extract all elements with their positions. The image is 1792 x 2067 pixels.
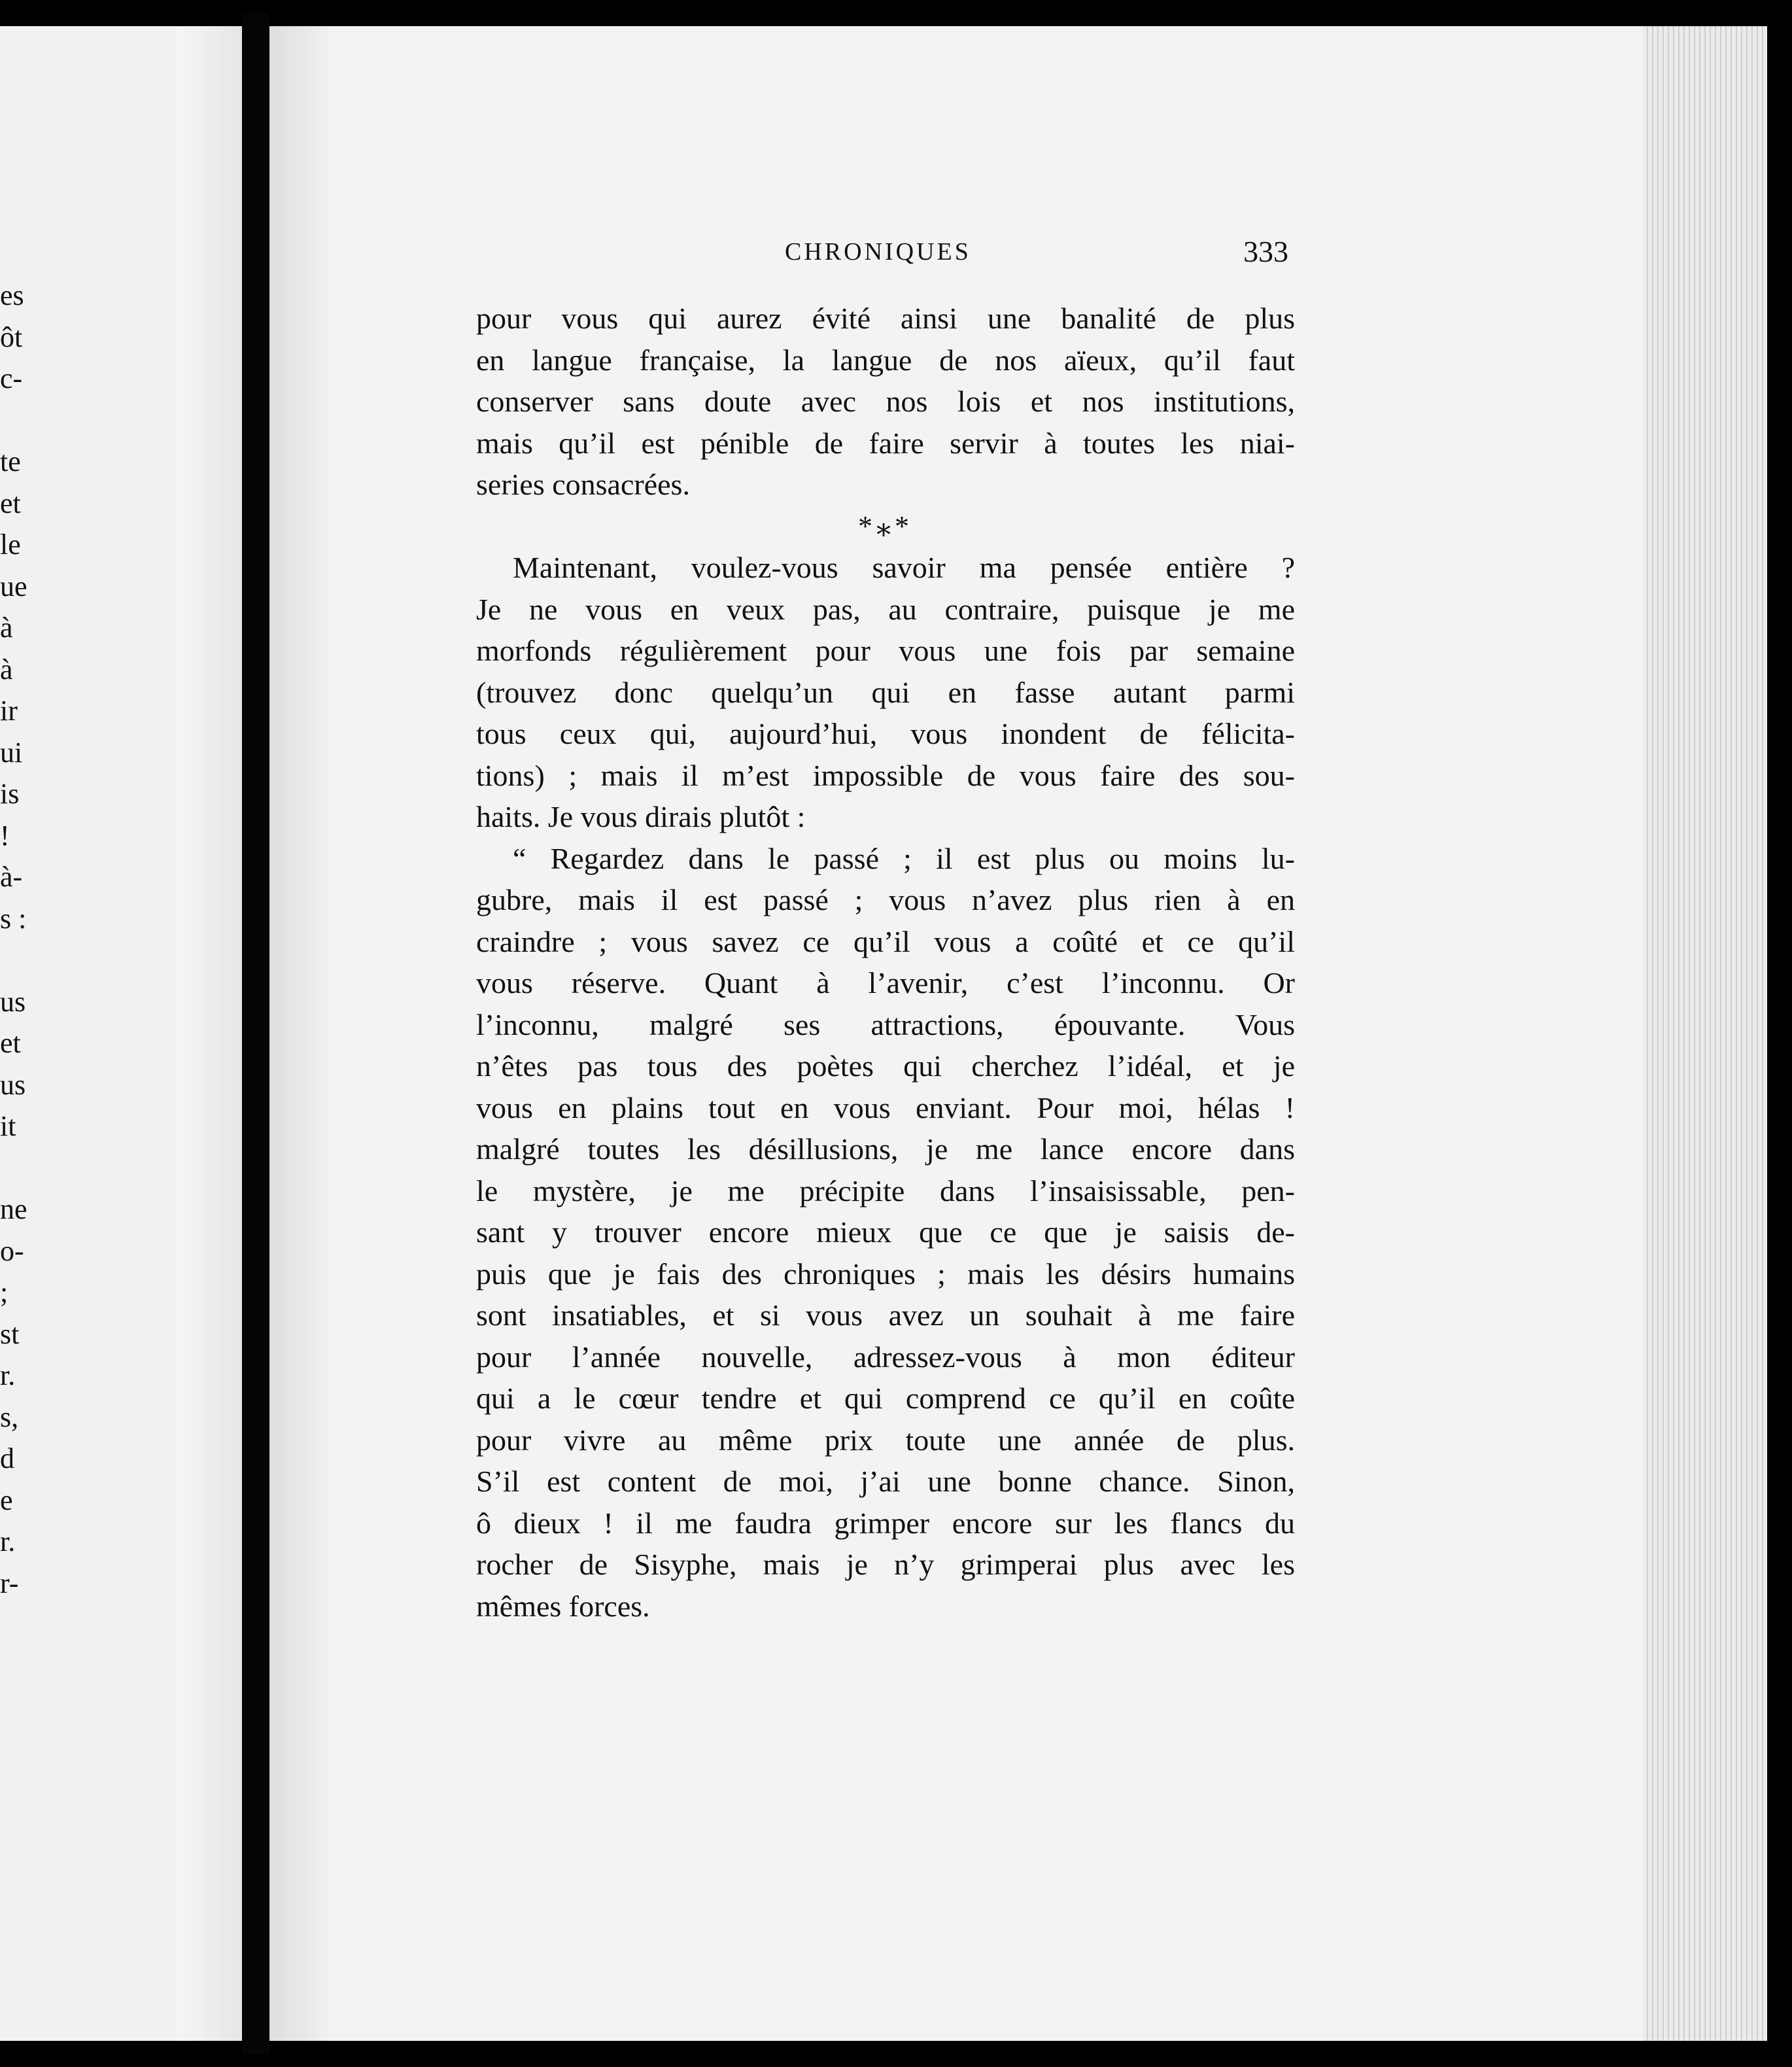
left-fragment: ui xyxy=(0,736,23,769)
body-text xyxy=(476,298,1295,1627)
text-line: tions) ; mais il m’est impossible de vous faire des sou- xyxy=(476,758,1295,792)
left-fragment: à xyxy=(0,653,13,686)
left-fragment: r. xyxy=(0,1359,16,1391)
text-line: rocher de Sisyphe, mais je n’y grimperai plus avec les xyxy=(476,1548,1295,1581)
left-fragment: is xyxy=(0,778,20,810)
left-fragment: s : xyxy=(0,902,27,935)
text-line: mêmes forces. xyxy=(476,1589,650,1623)
left-fragment: et xyxy=(0,487,21,519)
text-line: sant y trouver encore mieux que ce que je saisis de- xyxy=(476,1215,1295,1249)
left-fragment: r- xyxy=(0,1567,19,1599)
text-line: Maintenant, voulez-vous savoir ma pensée entière ? xyxy=(513,551,1295,584)
left-fragment: r. xyxy=(0,1525,16,1557)
main-page-gutter-shadow xyxy=(269,26,328,2041)
left-fragment: d xyxy=(0,1442,14,1474)
left-fragment: ir xyxy=(0,695,18,727)
left-fragment xyxy=(0,400,39,442)
section-divider-asterism: *⁎* xyxy=(858,510,913,542)
text-line: pour vous qui aurez évité ainsi une banalité de plus xyxy=(476,302,1295,335)
text-line: qui a le cœur tendre et qui comprend ce qu’il en coûte xyxy=(476,1381,1295,1415)
text-line: puis que je fais des chroniques ; mais les désirs humains xyxy=(476,1257,1295,1291)
left-fragment: à xyxy=(0,612,13,644)
left-fragment: c- xyxy=(0,362,23,394)
text-line: Je ne vous en veux pas, au contraire, puisque je me xyxy=(476,592,1295,626)
left-fragment: ue xyxy=(0,570,27,602)
book-binding xyxy=(242,13,269,2054)
text-line: n’êtes pas tous des poètes qui cherchez l’idéal, et je xyxy=(476,1049,1295,1083)
text-line: gubre, mais il est passé ; vous n’avez plus rien à en xyxy=(476,883,1295,916)
left-fragment: s, xyxy=(0,1400,19,1433)
scan-outer-edge xyxy=(1767,20,1792,2047)
left-fragment: ; xyxy=(0,1276,9,1308)
text-line: haits. Je vous dirais plutôt : xyxy=(476,800,806,833)
left-fragment: o- xyxy=(0,1234,24,1267)
left-fragment: e xyxy=(0,1484,13,1516)
text-line: morfonds régulièrement pour vous une fois par semaine xyxy=(476,634,1295,667)
left-fragment: us xyxy=(0,1068,26,1101)
text-line: series consacrées. xyxy=(476,468,690,501)
left-fragment: us xyxy=(0,985,26,1018)
text-line: craindre ; vous savez ce qu’il vous a coûté et ce qu’il xyxy=(476,924,1295,958)
left-fragment: ne xyxy=(0,1193,27,1225)
left-fragment: it xyxy=(0,1110,16,1142)
text-line: vous réserve. Quant à l’avenir, c’est l’inconnu. Or xyxy=(476,966,1295,999)
text-line: mais qu’il est pénible de faire servir à toutes les niai- xyxy=(476,426,1295,460)
left-fragment xyxy=(0,1147,39,1189)
running-title: CHRONIQUES xyxy=(785,238,971,266)
left-fragment: es xyxy=(0,279,24,311)
book-page-edges xyxy=(1643,26,1767,2041)
left-fragment: te xyxy=(0,445,21,478)
text-line: malgré toutes les désillusions, je me lance encore dans xyxy=(476,1132,1295,1166)
running-head xyxy=(477,232,1288,271)
text-line: “ Regardez dans le passé ; il est plus ou moins lu- xyxy=(513,841,1295,875)
text-line: tous ceux qui, aujourd’hui, vous inondent de félicita- xyxy=(476,717,1295,750)
text-line: en langue française, la langue de nos aïeux, qu’il faut xyxy=(476,343,1295,377)
left-fragment: st xyxy=(0,1317,20,1350)
text-line: pour vivre au même prix toute une année de plus. xyxy=(476,1423,1295,1457)
text-line: ô dieux ! il me faudra grimper encore sur les flancs du xyxy=(476,1506,1295,1540)
text-line: pour l’année nouvelle, adressez-vous à mon éditeur xyxy=(476,1340,1295,1374)
left-page-text-fragments xyxy=(0,275,39,1604)
left-fragment: à- xyxy=(0,861,23,893)
text-line: l’inconnu, malgré ses attractions, épouvante. Vous xyxy=(476,1007,1295,1041)
text-line: (trouvez donc quelqu’un qui en fasse autant parmi xyxy=(476,675,1295,709)
text-line: conserver sans doute avec nos lois et nos institutions, xyxy=(476,385,1295,418)
text-line: sont insatiables, et si vous avez un souhait à me faire xyxy=(476,1298,1295,1332)
text-line: vous en plains tout en vous enviant. Pour moi, hélas ! xyxy=(476,1090,1295,1124)
left-page-gutter-shadow xyxy=(177,26,242,2041)
text-line: le mystère, je me précipite dans l’insaisissable, pen- xyxy=(476,1173,1295,1207)
left-fragment: et xyxy=(0,1027,21,1059)
left-fragment: ôt xyxy=(0,321,23,353)
left-fragment xyxy=(0,939,39,981)
left-fragment: le xyxy=(0,529,21,561)
left-fragment: ! xyxy=(0,819,10,852)
text-line: S’il est content de moi, j’ai une bonne chance. Sinon, xyxy=(476,1465,1295,1498)
page-number: 333 xyxy=(1243,235,1288,268)
